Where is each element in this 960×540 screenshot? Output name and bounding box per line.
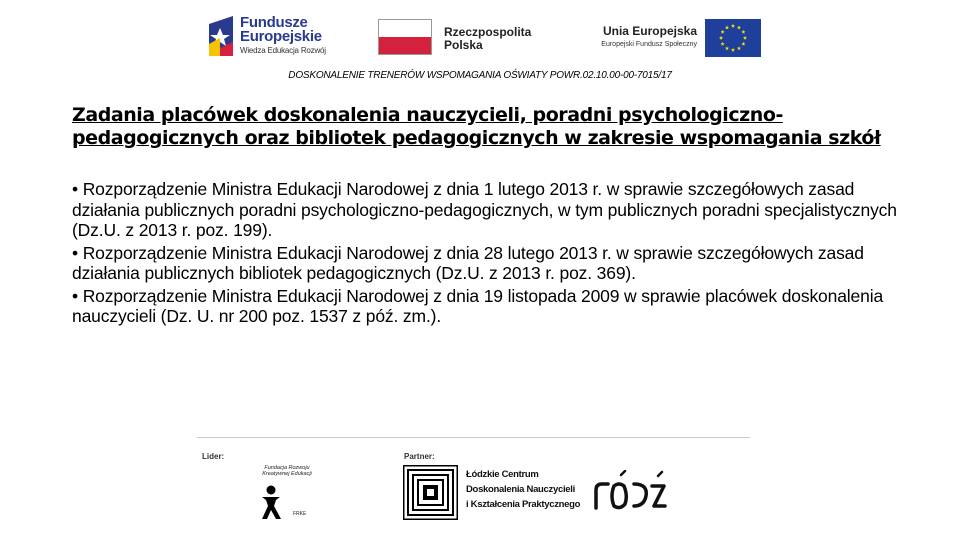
lider-logo (255, 465, 317, 523)
eu-star-icon (721, 42, 725, 46)
eu-star-icon (737, 46, 741, 50)
eu-star-icon (721, 30, 725, 34)
ue-line1: Unia Europejska (602, 24, 697, 38)
project-line: DOSKONALENIE TRENERÓW WSPOMAGANIA OŚWIATY POWR.02.10.00-00-7015/17 (288, 70, 672, 81)
ldc-line3: i Kształcenia Praktycznego (466, 499, 581, 510)
rzeczpospolita-line1: Rzeczpospolita (444, 25, 532, 39)
regulations-list (72, 179, 907, 329)
fundusze-line1: Fundusze (240, 14, 308, 31)
ue-line2: Europejski Fundusz Społeczny (601, 41, 697, 48)
eu-star-icon (731, 24, 735, 28)
eu-star-icon (737, 25, 741, 29)
ldc-text (466, 467, 580, 512)
eu-star-icon (719, 36, 723, 40)
eu-star-icon (741, 30, 745, 34)
eu-star-icon (731, 48, 735, 52)
page-title: Zadania placówek doskonalenia nauczycieli, poradni psychologiczno-pedagogicznych oraz bibliotek pedagogicznych w zakresie wspomagania szkół (72, 104, 881, 149)
ldc-line2: Doskonalenia Nauczycieli (466, 484, 575, 495)
partner-label: Partner: (404, 452, 435, 461)
list-item: • Rozporządzenie Ministra Edukacji Narodowej z dnia 28 lutego 2013 r. w sprawie szczegółowych zasad działania publicznych bibliotek pedagogicznych (Dz.U. z 2013 r. poz. 369). (72, 242, 864, 283)
ldc-square-icon (403, 465, 458, 520)
lider-tag: FRKE (293, 511, 307, 517)
polish-flag-icon (378, 19, 432, 55)
eu-stars (705, 19, 761, 57)
eu-star-icon (741, 42, 745, 46)
podz-logo (592, 470, 668, 514)
ldc-line1: Łódzkie Centrum (466, 469, 539, 480)
lider-line2: Kreatywnej Edukacji (262, 471, 312, 477)
lider-line1: Fundacja Rozwoju (264, 465, 310, 471)
fundusze-text (240, 16, 326, 55)
fundusze-line2: Europejskie (240, 28, 322, 45)
eu-star-icon (743, 36, 747, 40)
rzeczpospolita-text (444, 26, 531, 52)
lider-label: Lider: (202, 452, 225, 461)
rzeczpospolita-polska-logo (378, 18, 548, 60)
rzeczpospolita-line2: Polska (444, 38, 483, 52)
fundusze-star-icon (206, 14, 236, 58)
unia-europejska-logo (575, 18, 765, 60)
eu-star-icon (725, 25, 729, 29)
fundusze-europejskie-logo (206, 14, 356, 62)
eu-flag-icon (705, 19, 761, 57)
list-item: • Rozporządzenie Ministra Edukacji Narodowej z dnia 1 lutego 2013 r. w sprawie szczegółowych zasad działania publicznych poradni psychologiczno-pedagogicznych, w tym publicznych poradni specjalistycznych (Dz.U. z 2013 r. poz. 199). (72, 179, 897, 240)
list-item: • Rozporządzenie Ministra Edukacji Narodowej z dnia 19 listopada 2009 w sprawie placówek doskonalenia nauczycieli (Dz. U. nr 200 poz. 1537 z póź. zm.). (72, 285, 884, 326)
eu-star-icon (725, 46, 729, 50)
lider-logo-text (261, 465, 313, 477)
fundusze-line3: Wiedza Edukacja Rozwój (240, 46, 326, 55)
footer-divider (197, 437, 750, 438)
ue-text (575, 24, 697, 48)
person-figure-icon (257, 485, 287, 521)
